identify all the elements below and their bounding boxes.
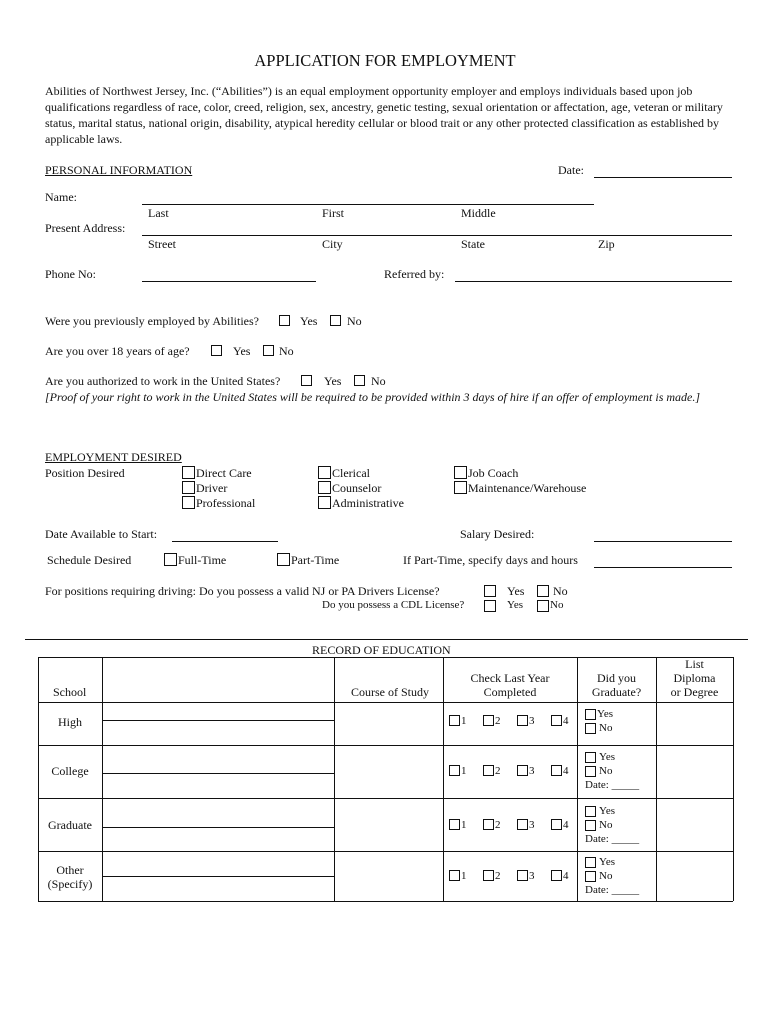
position-desired-label: Position Desired bbox=[45, 466, 125, 480]
authorized-yes-checkbox[interactable] bbox=[301, 375, 312, 386]
full-time-checkbox[interactable] bbox=[164, 553, 177, 566]
graduated-no-label: No bbox=[599, 722, 613, 734]
q-authorized-us: Are you authorized to work in the United States? bbox=[45, 374, 281, 388]
prev-employed-yes-label: Yes bbox=[300, 314, 318, 328]
other-graduated-no-checkbox[interactable] bbox=[585, 871, 596, 882]
col-header-diploma-2: Diploma bbox=[673, 671, 716, 685]
graduated-yes-label: Yes bbox=[599, 751, 616, 763]
other-year-2-checkbox[interactable] bbox=[483, 870, 494, 881]
cdl-no-label: No bbox=[550, 599, 564, 611]
over-18-no-label: No bbox=[279, 344, 294, 358]
year-1-label: 1 bbox=[461, 819, 467, 831]
graduate-year-1-checkbox[interactable] bbox=[449, 819, 460, 830]
prev-employed-no-label: No bbox=[347, 314, 362, 328]
drivers-license-yes-checkbox[interactable] bbox=[484, 585, 496, 597]
table-col-border bbox=[102, 657, 103, 901]
name-label: Name: bbox=[45, 190, 77, 204]
year-3-label: 3 bbox=[529, 765, 535, 777]
page-title: APPLICATION FOR EMPLOYMENT bbox=[254, 51, 516, 70]
authorized-yes-label: Yes bbox=[324, 374, 342, 388]
position-direct-care-checkbox[interactable] bbox=[182, 466, 195, 479]
college-graduated-no-checkbox[interactable] bbox=[585, 766, 596, 777]
personal-info-heading: PERSONAL INFORMATION bbox=[45, 163, 193, 177]
position-professional-checkbox[interactable] bbox=[182, 496, 195, 509]
employment-desired-heading: EMPLOYMENT DESIRED bbox=[45, 450, 182, 464]
school-name-line[interactable] bbox=[102, 773, 334, 774]
cdl-no-checkbox[interactable] bbox=[537, 600, 549, 612]
year-4-label: 4 bbox=[563, 870, 569, 882]
authorized-no-label: No bbox=[371, 374, 386, 388]
table-col-border bbox=[733, 657, 734, 901]
year-4-label: 4 bbox=[563, 819, 569, 831]
city-caption: City bbox=[322, 237, 343, 251]
full-time-label: Full-Time bbox=[178, 553, 227, 567]
high-year-4-checkbox[interactable] bbox=[551, 715, 562, 726]
table-row-border bbox=[38, 745, 733, 746]
other-year-3-checkbox[interactable] bbox=[517, 870, 528, 881]
school-name-line[interactable] bbox=[102, 720, 334, 721]
other-year-4-checkbox[interactable] bbox=[551, 870, 562, 881]
eeo-statement: Abilities of Northwest Jersey, Inc. (“Abilities”) is an equal employment opportunity employer and employs individuals based upon job qualifications regardless of race, color, creed, religion, sex, ancestry, genetic testing, sexual orientation or affectation, age, veteran or military status, marital status, national origin, disability, atypical heredity cellular or blood trait or any other protected classification as established by applicable laws. bbox=[45, 84, 723, 146]
phone-field[interactable] bbox=[142, 281, 316, 282]
last-name-caption: Last bbox=[148, 206, 169, 220]
street-caption: Street bbox=[148, 237, 176, 251]
position-administrative-label: Administrative bbox=[332, 496, 404, 510]
col-header-school: School bbox=[53, 685, 87, 699]
date-available-label: Date Available to Start: bbox=[45, 527, 158, 541]
state-caption: State bbox=[461, 237, 485, 251]
q-over-18: Are you over 18 years of age? bbox=[45, 344, 190, 358]
graduated-yes-label: Yes bbox=[599, 805, 616, 817]
position-driver-checkbox[interactable] bbox=[182, 481, 195, 494]
cdl-yes-checkbox[interactable] bbox=[484, 600, 496, 612]
position-administrative-checkbox[interactable] bbox=[318, 496, 331, 509]
position-professional-label: Professional bbox=[196, 496, 256, 510]
year-2-label: 2 bbox=[495, 870, 501, 882]
year-3-label: 3 bbox=[529, 715, 535, 727]
date-field[interactable] bbox=[594, 177, 732, 178]
position-clerical-label: Clerical bbox=[332, 466, 370, 480]
graduated-no-label: No bbox=[599, 765, 613, 777]
referred-label: Referred by: bbox=[384, 267, 445, 281]
over-18-no-checkbox[interactable] bbox=[263, 345, 274, 356]
year-3-label: 3 bbox=[529, 870, 535, 882]
graduated-no-label: No bbox=[599, 819, 613, 831]
year-2-label: 2 bbox=[495, 765, 501, 777]
part-time-label: Part-Time bbox=[291, 553, 340, 567]
col-header-course: Course of Study bbox=[351, 685, 429, 699]
drivers-license-yes-label: Yes bbox=[507, 584, 525, 598]
graduate-graduated-no-checkbox[interactable] bbox=[585, 820, 596, 831]
q-previously-employed: Were you previously employed by Abilities? bbox=[45, 314, 259, 328]
name-field[interactable] bbox=[142, 204, 594, 205]
authorized-no-checkbox[interactable] bbox=[354, 375, 365, 386]
table-col-border bbox=[334, 657, 335, 901]
position-maintenance-label: Maintenance/Warehouse bbox=[468, 481, 587, 495]
school-label-specify: (Specify) bbox=[47, 877, 93, 891]
schedule-label: Schedule Desired bbox=[47, 553, 132, 567]
position-clerical-checkbox[interactable] bbox=[318, 466, 331, 479]
school-label-college: College bbox=[51, 764, 89, 778]
prev-employed-no-checkbox[interactable] bbox=[330, 315, 341, 326]
graduate-year-4-checkbox[interactable] bbox=[551, 819, 562, 830]
part-time-specify-label: If Part-Time, specify days and hours bbox=[403, 553, 578, 567]
col-header-diploma-1: List bbox=[685, 657, 704, 671]
cdl-question: Do you possess a CDL License? bbox=[322, 599, 465, 611]
year-2-label: 2 bbox=[495, 715, 501, 727]
address-label: Present Address: bbox=[45, 221, 126, 235]
drivers-license-no-label: No bbox=[553, 584, 568, 598]
col-header-check-2: Completed bbox=[483, 685, 537, 699]
school-label-high: High bbox=[58, 715, 82, 729]
part-time-specify-field[interactable] bbox=[594, 567, 732, 568]
year-4-label: 4 bbox=[563, 765, 569, 777]
year-1-label: 1 bbox=[461, 870, 467, 882]
date-available-field[interactable] bbox=[172, 541, 278, 542]
middle-name-caption: Middle bbox=[461, 206, 496, 220]
graduate-year-3-checkbox[interactable] bbox=[517, 819, 528, 830]
year-4-label: 4 bbox=[563, 715, 569, 727]
year-1-label: 1 bbox=[461, 715, 467, 727]
graduation-date-field[interactable]: Date: _____ bbox=[585, 779, 640, 791]
cdl-yes-label: Yes bbox=[507, 599, 524, 611]
school-name-line[interactable] bbox=[102, 827, 334, 828]
col-header-grad-2: Graduate? bbox=[591, 685, 642, 699]
college-year-2-checkbox[interactable] bbox=[483, 765, 494, 776]
college-year-3-checkbox[interactable] bbox=[517, 765, 528, 776]
school-label-graduate: Graduate bbox=[48, 818, 92, 832]
year-1-label: 1 bbox=[461, 765, 467, 777]
high-year-2-checkbox[interactable] bbox=[483, 715, 494, 726]
college-year-1-checkbox[interactable] bbox=[449, 765, 460, 776]
graduate-year-2-checkbox[interactable] bbox=[483, 819, 494, 830]
high-year-1-checkbox[interactable] bbox=[449, 715, 460, 726]
section-divider bbox=[25, 639, 748, 640]
high-graduated-no-checkbox[interactable] bbox=[585, 723, 596, 734]
drivers-license-question: For positions requiring driving: Do you possess a valid NJ or PA Drivers License? bbox=[45, 584, 440, 598]
other-graduated-yes-checkbox[interactable] bbox=[585, 857, 596, 868]
graduated-yes-label: Yes bbox=[597, 708, 614, 720]
position-counselor-label: Counselor bbox=[332, 481, 382, 495]
drivers-license-no-checkbox[interactable] bbox=[537, 585, 549, 597]
graduated-no-label: No bbox=[599, 870, 613, 882]
salary-label: Salary Desired: bbox=[460, 527, 535, 541]
over-18-yes-label: Yes bbox=[233, 344, 251, 358]
table-top-border bbox=[38, 657, 733, 658]
phone-label: Phone No: bbox=[45, 267, 96, 281]
position-driver-label: Driver bbox=[196, 481, 228, 495]
table-row-border bbox=[38, 851, 733, 852]
table-header-border bbox=[38, 702, 733, 703]
graduation-date-field[interactable]: Date: _____ bbox=[585, 833, 640, 845]
year-2-label: 2 bbox=[495, 819, 501, 831]
other-year-1-checkbox[interactable] bbox=[449, 870, 460, 881]
address-field[interactable] bbox=[142, 235, 732, 236]
college-year-4-checkbox[interactable] bbox=[551, 765, 562, 776]
date-label: Date: bbox=[558, 163, 584, 177]
table-row-border bbox=[38, 798, 733, 799]
graduate-graduated-yes-checkbox[interactable] bbox=[585, 806, 596, 817]
college-graduated-yes-checkbox[interactable] bbox=[585, 752, 596, 763]
col-header-grad-1: Did you bbox=[597, 671, 636, 685]
part-time-checkbox[interactable] bbox=[277, 553, 290, 566]
position-maintenance-checkbox[interactable] bbox=[454, 481, 467, 494]
education-heading: RECORD OF EDUCATION bbox=[312, 643, 451, 657]
position-job-coach-checkbox[interactable] bbox=[454, 466, 467, 479]
salary-field[interactable] bbox=[594, 541, 732, 542]
position-direct-care-label: Direct Care bbox=[196, 466, 252, 480]
school-label-other: Other bbox=[56, 863, 84, 877]
prev-employed-yes-checkbox[interactable] bbox=[279, 315, 290, 326]
position-counselor-checkbox[interactable] bbox=[318, 481, 331, 494]
zip-caption: Zip bbox=[598, 237, 615, 251]
proof-notice: [Proof of your right to work in the United States will be required to be provided within 3 days of hire if an offer of employment is made.] bbox=[45, 390, 701, 404]
col-header-diploma-3: or Degree bbox=[670, 685, 719, 699]
graduation-date-field[interactable]: Date: _____ bbox=[585, 884, 640, 896]
school-name-line[interactable] bbox=[102, 876, 334, 877]
high-graduated-yes-checkbox[interactable] bbox=[585, 709, 596, 720]
col-header-check-1: Check Last Year bbox=[470, 671, 550, 685]
position-job-coach-label: Job Coach bbox=[468, 466, 519, 480]
referred-field[interactable] bbox=[455, 281, 732, 282]
high-year-3-checkbox[interactable] bbox=[517, 715, 528, 726]
graduated-yes-label: Yes bbox=[599, 856, 616, 868]
table-bottom-border bbox=[38, 901, 733, 902]
year-3-label: 3 bbox=[529, 819, 535, 831]
over-18-yes-checkbox[interactable] bbox=[211, 345, 222, 356]
first-name-caption: First bbox=[322, 206, 345, 220]
